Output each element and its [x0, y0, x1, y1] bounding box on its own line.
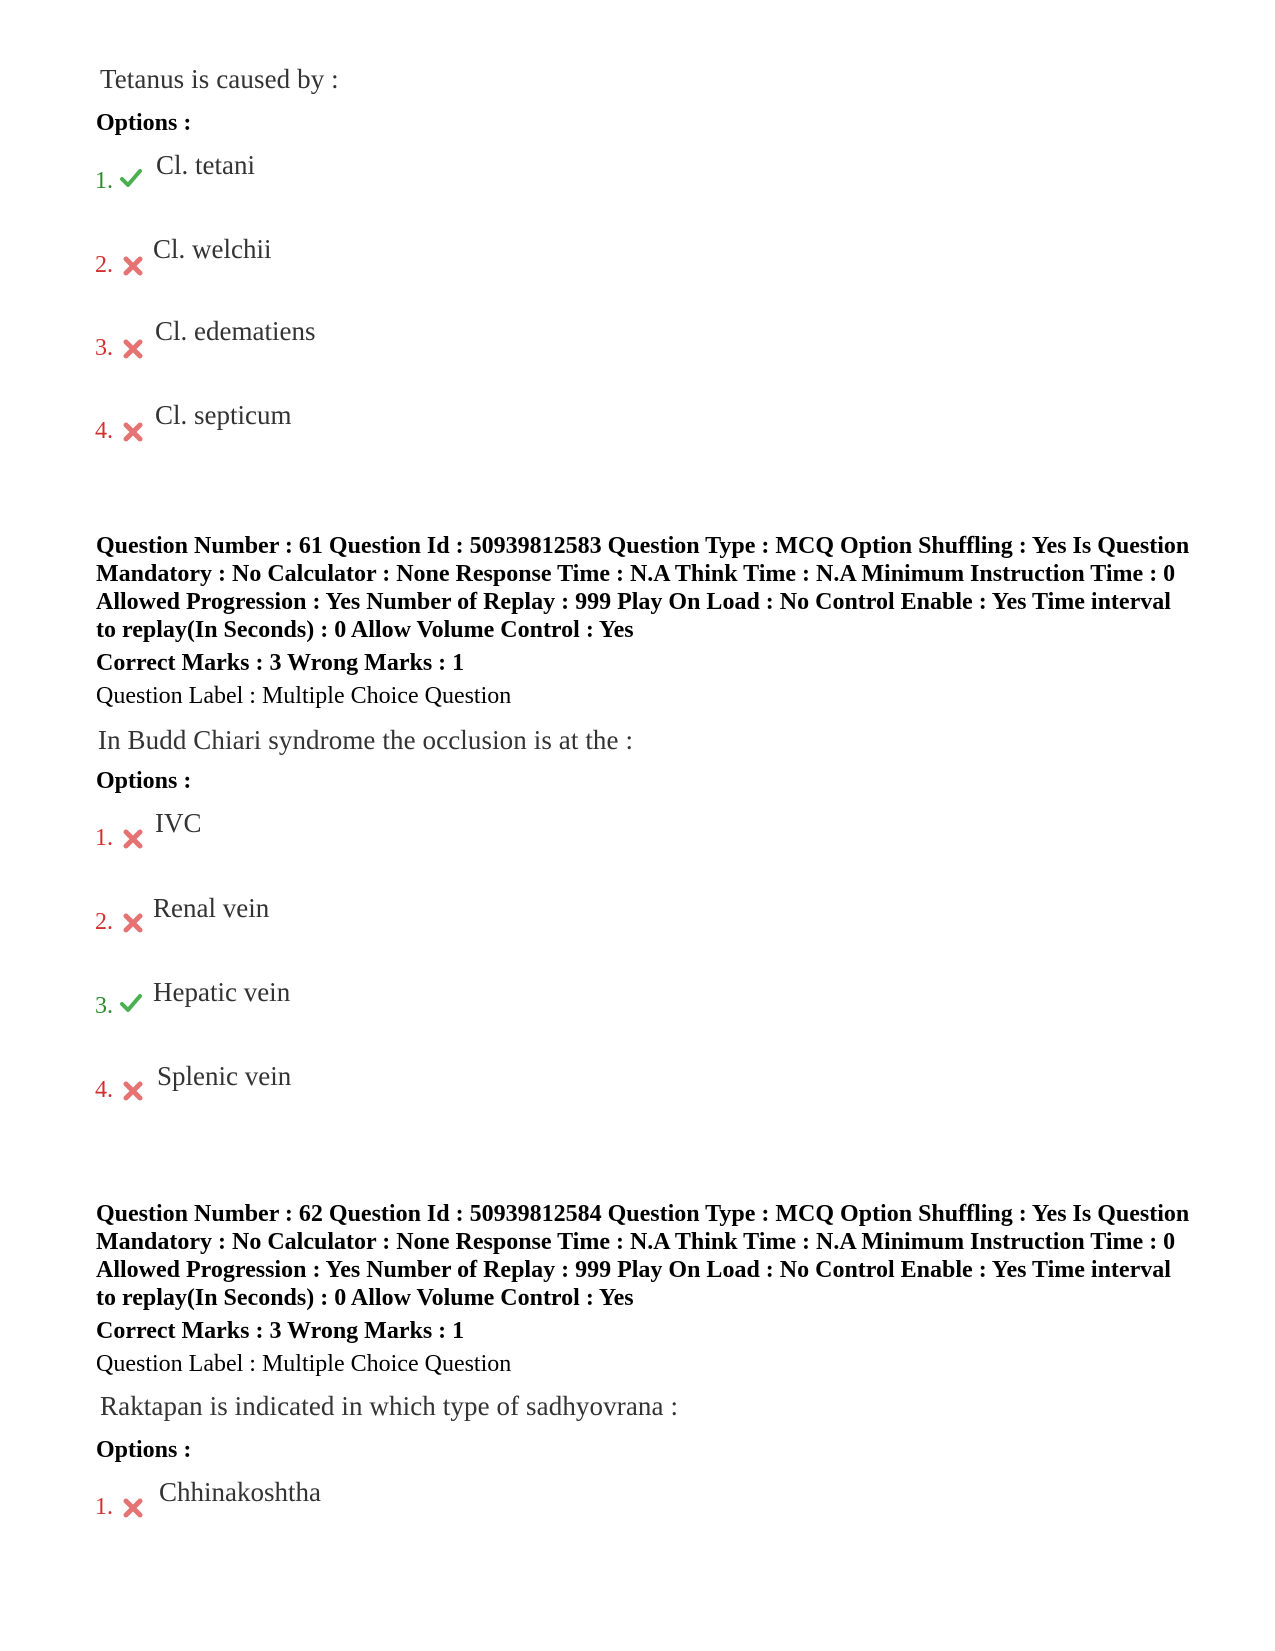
- option-number: 2.: [95, 909, 113, 935]
- cross-icon: [121, 1079, 145, 1103]
- question-text-62: Raktapan is indicated in which type of sadhyovrana :: [100, 1391, 679, 1421]
- cross-icon: [121, 827, 145, 851]
- options-label-61: Options :: [96, 768, 192, 794]
- option-number: 1.: [95, 825, 113, 851]
- option-number: 4.: [95, 1077, 113, 1103]
- cross-icon: [121, 254, 145, 278]
- cross-icon: [121, 337, 145, 361]
- option-text: Splenic vein: [157, 1061, 292, 1091]
- cross-icon: [121, 1496, 145, 1520]
- options-label-60: Options :: [96, 110, 192, 136]
- question-label-62: Question Label : Multiple Choice Question: [96, 1351, 512, 1377]
- marks-62: Correct Marks : 3 Wrong Marks : 1: [96, 1318, 465, 1344]
- marks-61: Correct Marks : 3 Wrong Marks : 1: [96, 650, 465, 676]
- cross-icon: [121, 911, 145, 935]
- option-number: 3.: [95, 993, 113, 1019]
- question-text-60: Tetanus is caused by :: [100, 64, 339, 94]
- check-icon: [119, 991, 143, 1015]
- question-text-61: In Budd Chiari syndrome the occlusion is at the :: [98, 725, 634, 755]
- option-number: 4.: [95, 418, 113, 444]
- options-label-62: Options :: [96, 1437, 192, 1463]
- option-text: IVC: [155, 808, 202, 838]
- option-text: Hepatic vein: [153, 977, 291, 1007]
- option-text: Chhinakoshtha: [159, 1477, 321, 1507]
- option-number: 1.: [95, 168, 113, 194]
- option-number: 3.: [95, 335, 113, 361]
- option-text: Cl. tetani: [156, 150, 255, 180]
- option-number: 1.: [95, 1494, 113, 1520]
- question-meta-61: Question Number : 61 Question Id : 50939812583 Question Type : MCQ Option Shuffling : Yes Is Question Mandatory : No Calculator : None Response Time : N.A Think Time : N.A Minimum Instruction Time : 0 Allowed Progression : Yes Number of Replay : 999 Play On Load : No Control Enable : Yes Time interval to replay(In Seconds) : 0 Allow Volume Control : Yes: [96, 533, 1190, 643]
- cross-icon: [121, 420, 145, 444]
- check-icon: [119, 166, 143, 190]
- question-label-61: Question Label : Multiple Choice Question: [96, 683, 512, 709]
- option-text: Cl. septicum: [155, 400, 292, 430]
- option-text: Cl. welchii: [153, 234, 272, 264]
- question-meta-62: Question Number : 62 Question Id : 50939812584 Question Type : MCQ Option Shuffling : Yes Is Question Mandatory : No Calculator : None Response Time : N.A Think Time : N.A Minimum Instruction Time : 0 Allowed Progression : Yes Number of Replay : 999 Play On Load : No Control Enable : Yes Time interval to replay(In Seconds) : 0 Allow Volume Control : Yes: [96, 1201, 1190, 1311]
- option-number: 2.: [95, 252, 113, 278]
- option-text: Renal vein: [153, 893, 270, 923]
- option-text: Cl. edematiens: [155, 316, 316, 346]
